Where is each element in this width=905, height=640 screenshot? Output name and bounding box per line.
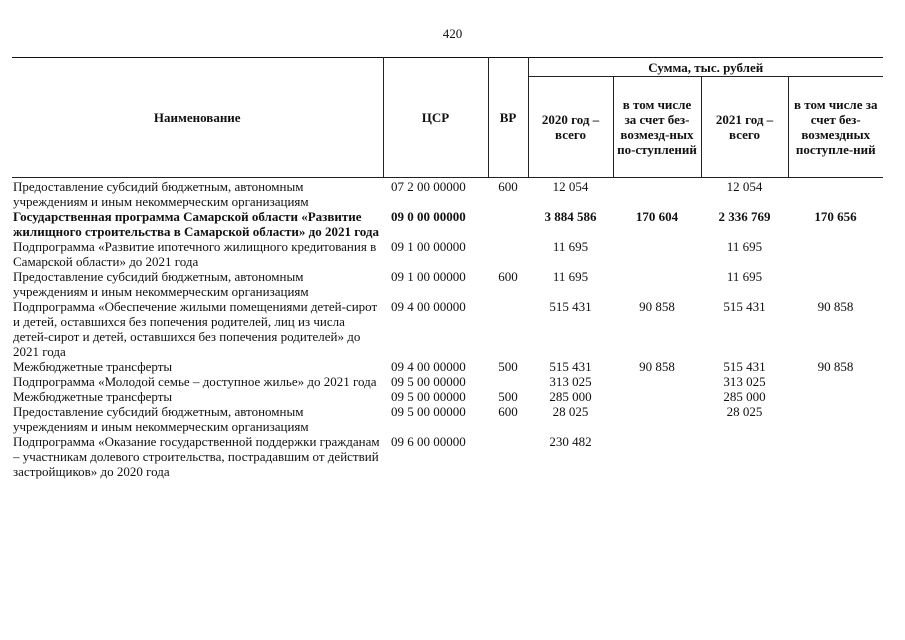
row-2021-total: 515 431 — [723, 359, 766, 374]
row-2020-total: 285 000 — [549, 389, 592, 404]
row-2021-free — [788, 269, 883, 299]
row-2020-total: 515 431 — [549, 359, 592, 374]
row-vr — [488, 209, 528, 239]
row-vr — [488, 434, 528, 479]
table-row — [12, 374, 883, 389]
row-vr: 600 — [498, 179, 518, 194]
row-2020-free — [613, 269, 701, 299]
row-vr: 500 — [498, 359, 518, 374]
row-2020-free — [613, 239, 701, 269]
row-2021-free — [788, 239, 883, 269]
row-2021-total: 313 025 — [723, 374, 766, 389]
row-2020-total: 515 431 — [549, 299, 592, 314]
row-2021-total: 2 336 769 — [718, 209, 771, 224]
row-csr: 09 5 00 00000 — [391, 374, 466, 389]
row-2020-total: 313 025 — [549, 374, 592, 389]
row-vr: 600 — [498, 404, 518, 419]
row-2020-free — [613, 434, 701, 479]
row-csr: 09 0 00 00000 — [391, 209, 466, 224]
row-2021-free — [788, 404, 883, 434]
row-2020-total: 12 054 — [552, 179, 589, 194]
page-number: 420 — [442, 26, 463, 41]
row-name: Подпрограмма «Оказание государственной поддержки гражданам – участникам долевого строительства, пострадавшим от действий застройщиков» до 2020 года — [13, 434, 380, 479]
row-2020-total: 230 482 — [549, 434, 592, 449]
table-row — [12, 434, 883, 479]
row-vr: 600 — [498, 269, 518, 284]
header-sum: Сумма, тыс. рублей — [528, 58, 883, 77]
header-2020-total: 2020 год – всего — [528, 77, 613, 178]
row-2021-total: 12 054 — [726, 179, 763, 194]
row-name: Подпрограмма «Молодой семье – доступное жилье» до 2021 года — [13, 374, 377, 389]
row-2020-free — [613, 374, 701, 389]
row-2020-free — [613, 404, 701, 434]
table-row — [12, 269, 883, 299]
row-csr: 09 4 00 00000 — [391, 299, 466, 314]
row-csr: 09 4 00 00000 — [391, 359, 466, 374]
row-vr — [488, 299, 528, 359]
row-2021-free — [788, 434, 883, 479]
header-2020-free: в том числе за счет без-возмезд-ных по-ступлений — [613, 77, 701, 178]
row-2021-total — [701, 434, 788, 479]
row-csr: 07 2 00 00000 — [391, 179, 466, 194]
row-2021-total: 285 000 — [723, 389, 766, 404]
budget-table — [12, 57, 883, 479]
table-row — [12, 299, 883, 359]
row-name: Предоставление субсидий бюджетным, автономным учреждениям и иным некоммерческим организациям — [13, 404, 309, 434]
row-2021-total: 28 025 — [726, 404, 763, 419]
header-name: Наименование — [12, 58, 383, 178]
row-2020-free — [613, 178, 701, 210]
row-2020-total: 11 695 — [552, 269, 589, 284]
row-2021-total: 11 695 — [726, 269, 763, 284]
table-row — [12, 209, 883, 239]
row-name: Государственная программа Самарской области «Развитие жилищного строительства в Самарской области» до 2021 года — [13, 209, 379, 239]
row-2021-free — [788, 178, 883, 210]
row-csr: 09 5 00 00000 — [391, 389, 466, 404]
row-name: Подпрограмма «Развитие ипотечного жилищного кредитования в Самарской области» до 2021 года — [13, 239, 377, 269]
row-2021-free: 90 858 — [817, 299, 854, 314]
row-2021-total: 11 695 — [726, 239, 763, 254]
row-2021-free: 90 858 — [817, 359, 854, 374]
row-2020-total: 11 695 — [552, 239, 589, 254]
row-csr: 09 1 00 00000 — [391, 269, 466, 284]
row-2021-total: 515 431 — [723, 299, 766, 314]
row-name: Предоставление субсидий бюджетным, автономным учреждениям и иным некоммерческим организациям — [13, 179, 309, 209]
row-2020-free: 90 858 — [639, 359, 675, 374]
row-csr: 09 5 00 00000 — [391, 404, 466, 419]
row-vr: 500 — [498, 389, 518, 404]
row-name: Подпрограмма «Обеспечение жилыми помещениями детей-сирот и детей, оставшихся без попечения родителей, лиц из числа детей-сирот и детей, оставшихся без попечения родителей» до 2021 года — [13, 299, 378, 359]
row-name: Межбюджетные трансферты — [13, 359, 173, 374]
row-name: Предоставление субсидий бюджетным, автономным учреждениям и иным некоммерческим организациям — [13, 269, 309, 299]
row-2020-free: 170 604 — [635, 209, 679, 224]
header-2021-total: 2021 год – всего — [701, 77, 788, 178]
header-csr: ЦСР — [383, 58, 488, 178]
row-vr — [488, 374, 528, 389]
row-2021-free — [788, 374, 883, 389]
header-2021-free: в том числе за счет без-возмездных поступле-ний — [788, 77, 883, 178]
row-vr — [488, 239, 528, 269]
table-row — [12, 404, 883, 434]
table-row — [12, 359, 883, 374]
table-row — [12, 178, 883, 210]
row-2020-free — [613, 389, 701, 404]
row-2020-free: 90 858 — [639, 299, 675, 314]
row-csr: 09 6 00 00000 — [391, 434, 466, 449]
row-2020-total: 3 884 586 — [544, 209, 597, 224]
table-row — [12, 239, 883, 269]
row-2020-total: 28 025 — [552, 404, 589, 419]
table-row — [12, 389, 883, 404]
row-csr: 09 1 00 00000 — [391, 239, 466, 254]
row-2021-free — [788, 389, 883, 404]
row-name: Межбюджетные трансферты — [13, 389, 173, 404]
header-vr: ВР — [488, 58, 528, 178]
row-2021-free: 170 656 — [814, 209, 857, 224]
